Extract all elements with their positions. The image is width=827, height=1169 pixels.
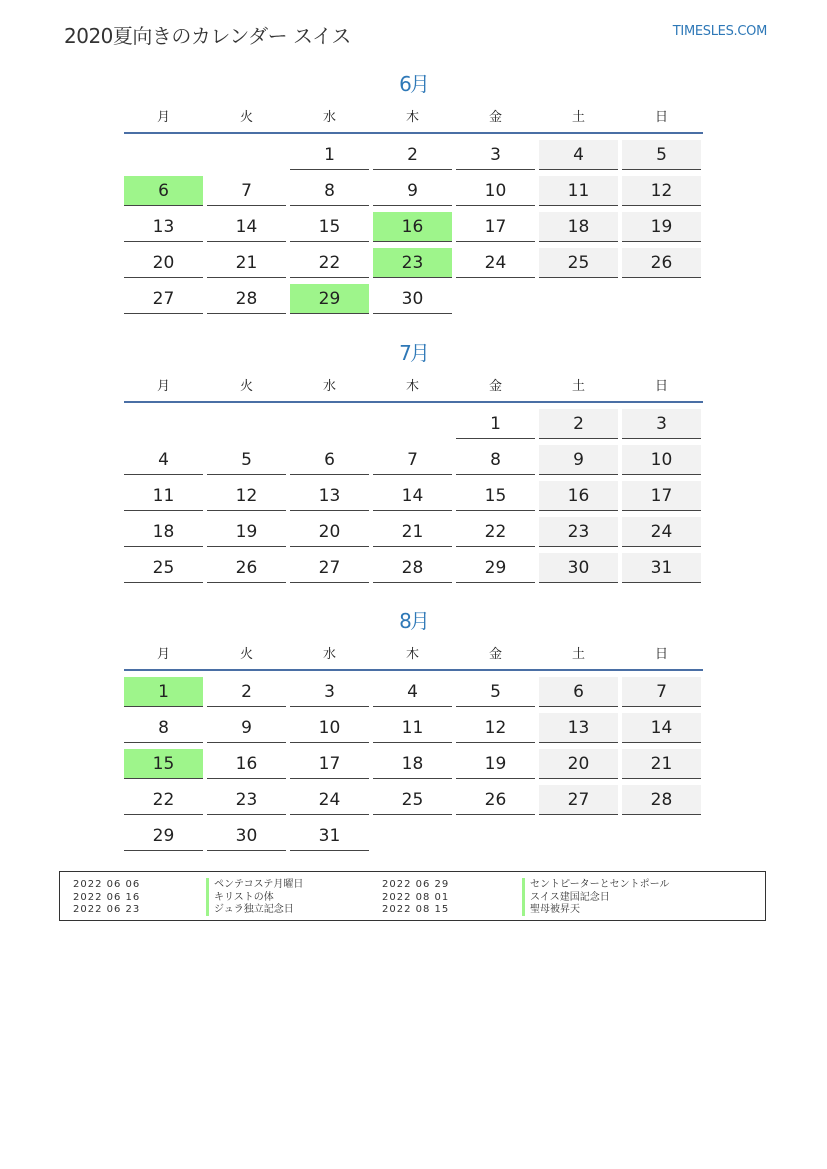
weekday-label: 土: [571, 109, 585, 125]
month-title: 7月: [399, 341, 428, 365]
day-cell[interactable]: 10: [290, 713, 369, 743]
holiday-day-cell[interactable]: 23: [373, 248, 452, 278]
day-cell[interactable]: 1: [290, 140, 369, 170]
day-cell[interactable]: 6: [539, 677, 618, 707]
weekday-label: 火: [239, 378, 253, 394]
day-cell[interactable]: 13: [539, 713, 618, 743]
weekday-label: 金: [488, 646, 502, 662]
day-cell[interactable]: 19: [622, 212, 701, 242]
day-cell[interactable]: 11: [539, 176, 618, 206]
legend-date: 2022 06 06: [73, 879, 141, 890]
weekday-label: 木: [405, 378, 419, 394]
week-row: [124, 284, 703, 320]
day-cell[interactable]: 2: [373, 140, 452, 170]
weekday-label: 金: [488, 109, 502, 125]
week-row: [124, 517, 703, 553]
empty-day-cell: [622, 284, 701, 314]
empty-day-cell: [373, 409, 452, 439]
day-cell[interactable]: 18: [539, 212, 618, 242]
day-cell[interactable]: 2: [207, 677, 286, 707]
weekday-label: 土: [571, 378, 585, 394]
day-cell[interactable]: 23: [539, 517, 618, 547]
day-cell[interactable]: 9: [373, 176, 452, 206]
legend-date: 2022 06 23: [73, 904, 141, 915]
day-cell[interactable]: 2: [539, 409, 618, 439]
week-row: [124, 749, 703, 785]
holiday-day-cell[interactable]: 15: [124, 749, 203, 779]
holiday-day-cell[interactable]: 6: [124, 176, 203, 206]
legend-date: 2022 06 29: [382, 879, 450, 890]
empty-day-cell: [124, 140, 203, 170]
day-cell[interactable]: 8: [290, 176, 369, 206]
day-cell[interactable]: 29: [124, 821, 203, 851]
weekday-label: 月: [156, 646, 170, 662]
legend-date: 2022 08 01: [382, 891, 450, 903]
weekday-label: 火: [239, 646, 253, 662]
weekday-label: 土: [571, 646, 585, 662]
weekday-label: 水: [322, 109, 336, 125]
day-cell[interactable]: 11: [373, 713, 452, 743]
week-row: [124, 785, 703, 821]
day-cell[interactable]: 3: [456, 140, 535, 170]
header-divider: [124, 669, 703, 671]
week-row: [124, 176, 703, 212]
day-cell[interactable]: 24: [622, 517, 701, 547]
week-row: [124, 481, 703, 517]
day-cell[interactable]: 30: [539, 553, 618, 583]
day-cell[interactable]: 12: [456, 713, 535, 743]
week-row: [124, 553, 703, 589]
holiday-day-cell[interactable]: 16: [373, 212, 452, 242]
day-cell[interactable]: 21: [207, 248, 286, 278]
day-cell[interactable]: 20: [539, 749, 618, 779]
day-cell[interactable]: 18: [124, 517, 203, 547]
holiday-day-cell[interactable]: 29: [290, 284, 369, 314]
site-brand[interactable]: TIMESLES.COM: [672, 24, 767, 39]
empty-day-cell: [373, 821, 452, 851]
day-cell[interactable]: 27: [290, 553, 369, 583]
day-cell[interactable]: 5: [207, 445, 286, 475]
empty-day-cell: [539, 284, 618, 314]
day-cell[interactable]: 27: [539, 785, 618, 815]
holiday-legend: [59, 871, 766, 921]
empty-day-cell: [622, 821, 701, 851]
day-cell[interactable]: 7: [622, 677, 701, 707]
day-cell[interactable]: 3: [290, 677, 369, 707]
week-row: [124, 212, 703, 248]
month-title: 6月: [399, 72, 428, 96]
day-cell[interactable]: 7: [207, 176, 286, 206]
day-cell[interactable]: 26: [456, 785, 535, 815]
header-divider: [124, 401, 703, 403]
day-cell[interactable]: 21: [622, 749, 701, 779]
day-cell[interactable]: 5: [456, 677, 535, 707]
legend-date: 2022 08 15: [382, 904, 450, 915]
day-cell[interactable]: 4: [539, 140, 618, 170]
day-cell[interactable]: 28: [622, 785, 701, 815]
week-row: [124, 821, 703, 857]
empty-day-cell: [207, 409, 286, 439]
legend-holiday-name: ジュラ独立記念日: [206, 903, 294, 916]
day-cell[interactable]: 16: [207, 749, 286, 779]
day-cell[interactable]: 16: [539, 481, 618, 511]
weekday-label: 月: [156, 378, 170, 394]
day-cell[interactable]: 27: [124, 284, 203, 314]
weekday-label: 木: [405, 646, 419, 662]
day-cell[interactable]: 31: [290, 821, 369, 851]
day-cell[interactable]: 9: [207, 713, 286, 743]
day-cell[interactable]: 15: [456, 481, 535, 511]
empty-day-cell: [124, 409, 203, 439]
holiday-day-cell[interactable]: 1: [124, 677, 203, 707]
day-cell[interactable]: 24: [456, 248, 535, 278]
day-cell[interactable]: 29: [456, 553, 535, 583]
day-cell[interactable]: 26: [207, 553, 286, 583]
day-cell[interactable]: 30: [373, 284, 452, 314]
day-cell[interactable]: 6: [290, 445, 369, 475]
legend-holiday-name: 聖母被昇天: [522, 903, 580, 916]
empty-day-cell: [290, 409, 369, 439]
weekday-header: [124, 98, 703, 132]
weekday-label: 月: [156, 109, 170, 125]
month-block: [124, 339, 703, 589]
legend-holiday-name: セントピーターとセントポール: [522, 878, 669, 891]
header-divider: [124, 132, 703, 134]
day-cell[interactable]: 12: [207, 481, 286, 511]
weekday-label: 日: [654, 646, 668, 662]
legend-date: 2022 06 16: [73, 891, 141, 903]
day-cell[interactable]: 17: [290, 749, 369, 779]
weekday-label: 金: [488, 378, 502, 394]
page-title: 2020夏向きのカレンダー スイス: [64, 24, 351, 48]
day-cell[interactable]: 14: [373, 481, 452, 511]
day-cell[interactable]: 18: [373, 749, 452, 779]
day-cell[interactable]: 4: [124, 445, 203, 475]
day-cell[interactable]: 5: [622, 140, 701, 170]
weekday-label: 木: [405, 109, 419, 125]
weekday-header: [124, 635, 703, 669]
day-cell[interactable]: 17: [456, 212, 535, 242]
day-cell[interactable]: 22: [456, 517, 535, 547]
day-cell[interactable]: 19: [456, 749, 535, 779]
day-cell[interactable]: 14: [622, 713, 701, 743]
empty-day-cell: [456, 821, 535, 851]
day-cell[interactable]: 25: [539, 248, 618, 278]
day-cell[interactable]: 24: [290, 785, 369, 815]
week-row: [124, 713, 703, 749]
day-cell[interactable]: 13: [124, 212, 203, 242]
weekday-label: 日: [654, 109, 668, 125]
day-cell[interactable]: 22: [290, 248, 369, 278]
legend-holiday-name: ペンテコステ月曜日: [206, 878, 303, 891]
day-cell[interactable]: 23: [207, 785, 286, 815]
legend-holiday-name: キリストの体: [206, 891, 274, 904]
day-cell[interactable]: 25: [124, 553, 203, 583]
weekday-label: 日: [654, 378, 668, 394]
day-cell[interactable]: 20: [124, 248, 203, 278]
day-cell[interactable]: 17: [622, 481, 701, 511]
weekday-label: 火: [239, 109, 253, 125]
day-cell[interactable]: 25: [373, 785, 452, 815]
month-block: [124, 70, 703, 320]
day-cell[interactable]: 8: [124, 713, 203, 743]
empty-day-cell: [456, 284, 535, 314]
day-cell[interactable]: 26: [622, 248, 701, 278]
day-cell[interactable]: 10: [622, 445, 701, 475]
week-row: [124, 248, 703, 284]
weekday-label: 水: [322, 378, 336, 394]
weekday-label: 水: [322, 646, 336, 662]
day-cell[interactable]: 7: [373, 445, 452, 475]
day-cell[interactable]: 30: [207, 821, 286, 851]
weekday-header: [124, 367, 703, 401]
day-cell[interactable]: 10: [456, 176, 535, 206]
day-cell[interactable]: 13: [290, 481, 369, 511]
day-cell[interactable]: 28: [207, 284, 286, 314]
day-cell[interactable]: 19: [207, 517, 286, 547]
week-row: [124, 409, 703, 445]
empty-day-cell: [539, 821, 618, 851]
day-cell[interactable]: 3: [622, 409, 701, 439]
day-cell[interactable]: 22: [124, 785, 203, 815]
week-row: [124, 140, 703, 176]
week-row: [124, 677, 703, 713]
day-cell[interactable]: 20: [290, 517, 369, 547]
day-cell[interactable]: 21: [373, 517, 452, 547]
day-cell[interactable]: 11: [124, 481, 203, 511]
day-cell[interactable]: 8: [456, 445, 535, 475]
day-cell[interactable]: 31: [622, 553, 701, 583]
day-cell[interactable]: 15: [290, 212, 369, 242]
month-block: [124, 607, 703, 857]
empty-day-cell: [207, 140, 286, 170]
legend-holiday-name: スイス建国記念日: [522, 891, 610, 904]
day-cell[interactable]: 14: [207, 212, 286, 242]
day-cell[interactable]: 28: [373, 553, 452, 583]
day-cell[interactable]: 1: [456, 409, 535, 439]
month-title: 8月: [399, 609, 428, 633]
day-cell[interactable]: 4: [373, 677, 452, 707]
day-cell[interactable]: 9: [539, 445, 618, 475]
week-row: [124, 445, 703, 481]
day-cell[interactable]: 12: [622, 176, 701, 206]
